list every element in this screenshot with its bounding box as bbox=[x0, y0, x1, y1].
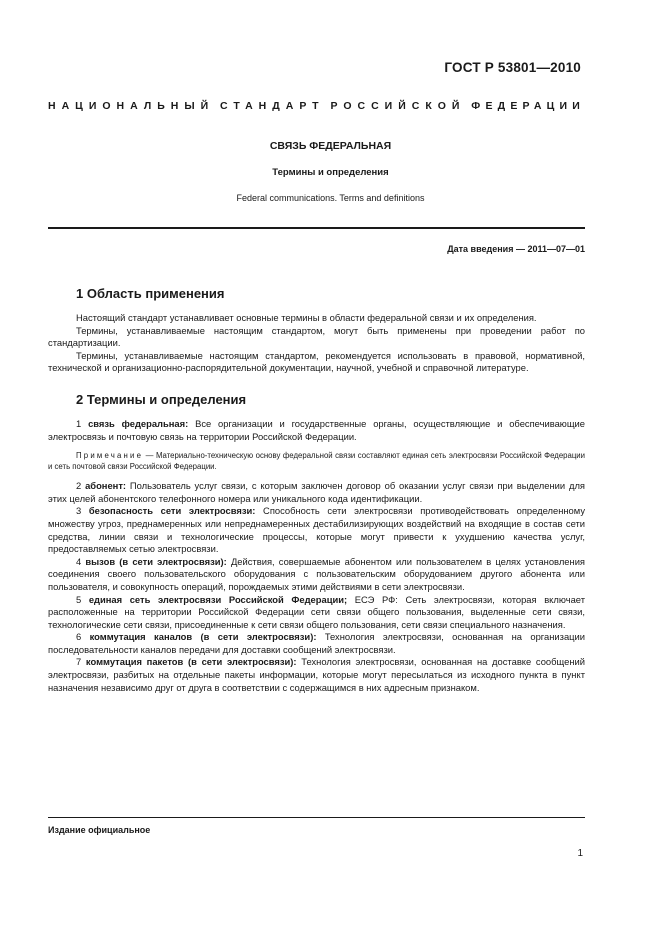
gost-number: ГОСТ Р 53801—2010 bbox=[444, 60, 581, 75]
footer-divider bbox=[48, 817, 585, 818]
banner-word: РОССИЙСКОЙ bbox=[330, 100, 466, 112]
term-definition: Технология электросвязи, основанная на доставке сообщений электросвязи, разбитых на отдельные пакеты информации, которые могут пересылаться из исходного пункта в пункт назначения независимо друг от друга в соответствии с содержащимся в них адресным признаком. bbox=[48, 656, 585, 693]
term-name: связь федеральная: bbox=[88, 417, 189, 429]
official-edition-label: Издание официальное bbox=[48, 825, 151, 835]
term-entry bbox=[48, 656, 585, 694]
term-name: коммутация пакетов (в сети электросвязи): bbox=[85, 656, 297, 668]
section-1-paragraph: Термины, устанавливаемые настоящим стандартом, могут быть применены при проведении работ по стандартизации. bbox=[48, 324, 585, 349]
term-entry bbox=[48, 556, 585, 594]
intro-date: Дата введения — 2011—07—01 bbox=[447, 244, 585, 254]
national-standard-banner bbox=[48, 100, 585, 112]
section-1-heading: 1 Область применения bbox=[76, 286, 225, 301]
term-entry bbox=[48, 594, 585, 632]
term-name: коммутация каналов (в сети электросвязи): bbox=[89, 631, 317, 643]
term-name: вызов (в сети электросвязи): bbox=[85, 555, 227, 567]
banner-word: НАЦИОНАЛЬНЫЙ bbox=[48, 100, 215, 112]
term-entry bbox=[48, 480, 585, 505]
document-subtitle: Термины и определения bbox=[272, 167, 389, 178]
term-number: 4 bbox=[76, 555, 82, 567]
term-entry bbox=[48, 505, 585, 555]
english-title: Federal communications. Terms and definitions bbox=[236, 193, 425, 203]
term-name: абонент: bbox=[85, 480, 127, 492]
note-label: Примечание bbox=[76, 451, 144, 461]
header-divider bbox=[48, 227, 585, 229]
term-number: 3 bbox=[76, 505, 82, 517]
section-1-paragraph: Настоящий стандарт устанавливает основные термины в области федеральной связи и их определения. bbox=[76, 312, 537, 323]
term-number: 7 bbox=[76, 656, 82, 668]
term-entry bbox=[48, 418, 585, 443]
term-definition: ЕСЭ РФ: Сеть электросвязи, которая включает расположенные на территории Российской Федерации сети связи общего пользования, выделенные сети связи, технологические сети связи, присоединенные к сети связи общего пользования, сети связи специального назначения. bbox=[48, 593, 585, 630]
term-number: 2 bbox=[76, 480, 82, 492]
term-entry bbox=[48, 631, 585, 656]
document-title: СВЯЗЬ ФЕДЕРАЛЬНАЯ bbox=[269, 140, 392, 152]
banner-word: СТАНДАРТ bbox=[220, 100, 325, 112]
section-1-paragraph: Термины, устанавливаемые настоящим стандартом, рекомендуется использовать в правовой, нормативной, технической и организационно-распорядительной документации, научной, учебной и справочной литературе. bbox=[48, 349, 585, 374]
term-number: 1 bbox=[76, 417, 82, 429]
term-definition: Способность сети электросвязи противодействовать определенному множеству угроз, преднамеренных или непреднамеренных дестабилизирующих воздействий на входящие в состав сети средства, линии связи и технологические процессы, которые могут привести к ухудшению качества услуг, предоставляемых сетью электросвязи. bbox=[48, 505, 586, 555]
term-name: безопасность сети электросвязи: bbox=[88, 505, 256, 517]
term-definition: Технология электросвязи, основанная на организации последовательности каналов передачи для доставки сообщений электросвязи. bbox=[48, 631, 585, 655]
term-number: 5 bbox=[76, 593, 82, 605]
banner-word: ФЕДЕРАЦИИ bbox=[471, 100, 585, 112]
term-definition: Действия, совершаемые абонентом или пользователем в целях установления соединения своего пользовательского оборудования с пользовательским оборудованием другого абонента или пользователя, и совокупность операций, порождаемых этими действиями в сети электросвязи. bbox=[48, 555, 586, 592]
term-definition: Пользователь услуг связи, с которым заключен договор об оказании услуг связи при выделении для этих целей абонентского телефонного номера или уникального кода идентификации. bbox=[48, 480, 586, 504]
term-name: единая сеть электросвязи Российской Федерации; bbox=[88, 593, 348, 605]
note-text: — Материально-техническую основу федеральной связи составляют единая сеть электросвязи Российской Федерации и сеть почтовой связи Российской Федерации. bbox=[48, 451, 585, 472]
main-content bbox=[48, 286, 585, 694]
section-2-heading: 2 Термины и определения bbox=[76, 391, 247, 407]
term-definition: Все организации и государственные органы, осуществляющие и обеспечивающие электросвязь и почтовую связь на территории Российской Федерации. bbox=[48, 417, 585, 442]
page-number: 1 bbox=[577, 848, 583, 859]
term-note bbox=[48, 450, 585, 472]
term-number: 6 bbox=[76, 631, 82, 643]
